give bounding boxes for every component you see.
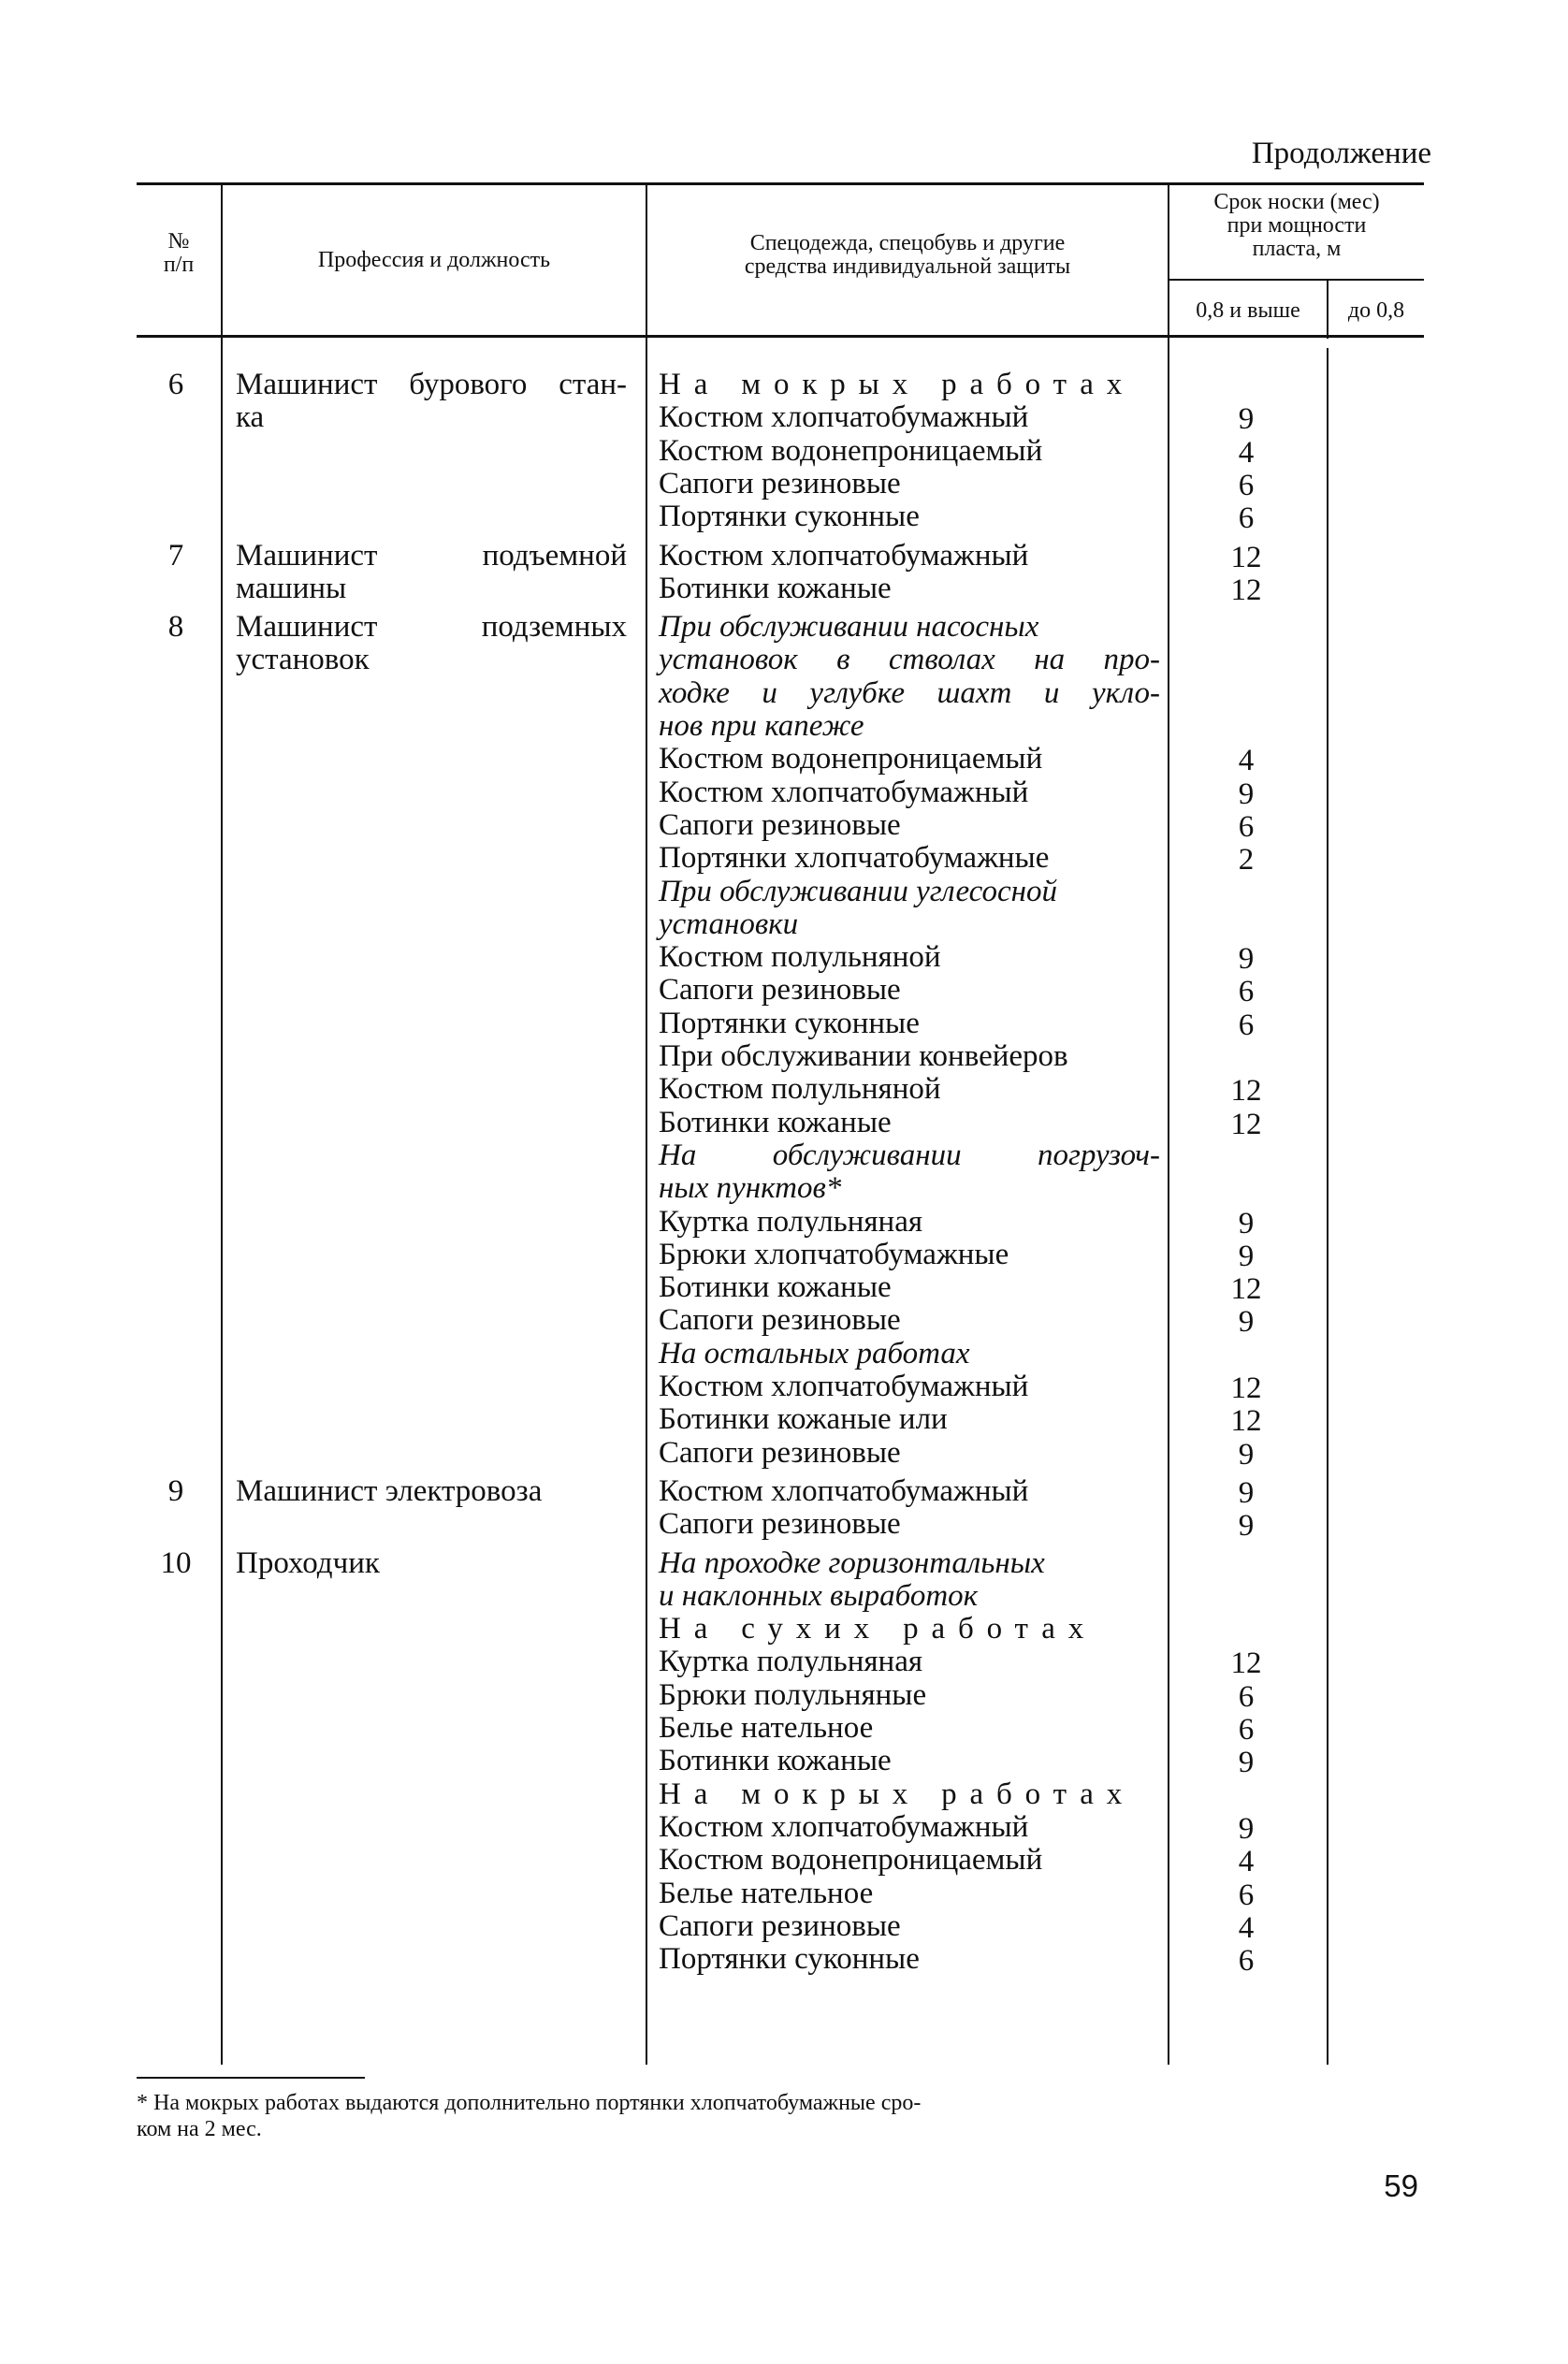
item-line: Белье нательное [659, 1711, 874, 1745]
item-line: Сапоги резиновые [659, 1507, 901, 1542]
header-bottom-rule [137, 335, 1424, 338]
row-number: 6 [167, 368, 184, 401]
item-line: Костюм полульняной [659, 940, 941, 975]
footnote-rule [137, 2077, 365, 2079]
header-term-high: 0,8 и выше [1196, 298, 1300, 323]
item-section-label: нов при капеже [659, 709, 864, 743]
item-section-label: На проходке горизонтальных [659, 1545, 1045, 1580]
item-line: Портянки суконные [659, 1006, 920, 1040]
profession-line: Машинист бурового стан- [236, 368, 627, 401]
item-section-label: ходке и углубке шахт и укло- [659, 675, 1160, 710]
term-value: 2 [1238, 843, 1255, 877]
item-line: Портянки суконные [659, 1942, 920, 1977]
row-number: 9 [167, 1473, 184, 1508]
term-value: 12 [1230, 573, 1262, 607]
term-value: 4 [1238, 435, 1255, 470]
item-line: Костюм водонепроницаемый [659, 433, 1043, 468]
item-line: Костюм хлопчатобумажный [659, 1809, 1029, 1844]
term-value: 9 [1238, 1475, 1255, 1510]
term-value: 6 [1238, 1944, 1255, 1979]
term-value: 12 [1230, 1371, 1262, 1405]
item-line: Белье нательное [659, 1876, 874, 1910]
term-value: 9 [1238, 1206, 1255, 1240]
term-value: 9 [1238, 1746, 1255, 1780]
term-value: 9 [1238, 1239, 1255, 1273]
item-line: Куртка полульняная [659, 1645, 923, 1679]
header-term-low: до 0,8 [1347, 298, 1405, 323]
term-value: 6 [1238, 1008, 1255, 1042]
item-line: Костюм водонепроницаемый [659, 742, 1043, 776]
item-section-label: На мокрых работах [659, 1777, 1136, 1811]
page-number: 59 [1384, 2168, 1418, 2203]
item-line: Ботинки кожаные [659, 1744, 892, 1778]
column-rule-4b [1327, 348, 1328, 2065]
header-num: № п/п [163, 229, 195, 277]
continuation-label: Продолжение [1251, 137, 1431, 170]
term-value: 6 [1238, 468, 1255, 502]
term-value: 9 [1238, 1305, 1255, 1340]
item-section-label: и наклонных выработок [659, 1578, 979, 1613]
term-value: 12 [1230, 1272, 1262, 1307]
item-line: Ботинки кожаные [659, 1270, 892, 1305]
item-line: Сапоги резиновые [659, 466, 901, 500]
item-section-label: установки [659, 906, 799, 941]
term-value: 12 [1230, 1404, 1262, 1439]
term-value: 4 [1238, 744, 1255, 778]
item-section-label: При обслуживании углесосной [659, 874, 1058, 908]
item-line: Брюки полульняные [659, 1677, 927, 1712]
footnote: * На мокрых работах выдаются дополнительно портянки хлопчатобумажные сро- ком на 2 мес. [137, 2091, 922, 2141]
item-line: Костюм хлопчатобумажный [659, 1473, 1029, 1508]
term-subheader-rule [1168, 279, 1424, 281]
header-term: Срок носки (мес) при мощности пласта, м [1213, 190, 1380, 261]
item-section-label: На обслуживании погрузоч- [659, 1138, 1160, 1172]
term-value: 9 [1238, 402, 1255, 437]
item-line: Куртка полульняная [659, 1204, 923, 1239]
item-line: Сапоги резиновые [659, 973, 901, 1008]
profession-line: Машинист подъемной [236, 538, 627, 573]
term-value: 12 [1230, 1107, 1262, 1141]
header-items: Спецодежда, спецобувь и другие средства индивидуальной защиты [744, 231, 1071, 279]
term-value: 12 [1230, 1074, 1262, 1109]
item-section-label: При обслуживании конвейеров [659, 1039, 1068, 1073]
item-line: Сапоги резиновые [659, 1908, 901, 1943]
profession-line: Машинист подземных [236, 610, 627, 645]
row-number: 10 [160, 1545, 192, 1580]
profession-line: Машинист электровоза [236, 1473, 543, 1508]
item-section-label: На остальных работах [659, 1336, 970, 1371]
term-value: 9 [1238, 1509, 1255, 1544]
table-top-rule [137, 182, 1424, 185]
profession-line: Проходчик [236, 1545, 380, 1580]
item-line: Костюм хлопчатобумажный [659, 400, 1029, 435]
item-line: Сапоги резиновые [659, 1303, 901, 1338]
term-value: 4 [1238, 1845, 1255, 1879]
item-section-label: На мокрых работах [659, 368, 1136, 401]
profession-line: ка [236, 400, 265, 435]
profession-line: установок [236, 643, 370, 677]
term-value: 9 [1238, 942, 1255, 977]
term-value: 9 [1238, 1437, 1255, 1472]
item-line: Ботинки кожаные или [659, 1402, 948, 1437]
term-value: 9 [1238, 776, 1255, 811]
row-number: 7 [167, 538, 184, 573]
term-value: 6 [1238, 975, 1255, 1009]
item-line: Костюм водонепроницаемый [659, 1843, 1043, 1878]
item-line: Костюм хлопчатобумажный [659, 1370, 1029, 1403]
term-value: 12 [1230, 1646, 1262, 1681]
term-value: 6 [1238, 809, 1255, 844]
term-value: 9 [1238, 1811, 1255, 1846]
item-section-label: На сухих работах [659, 1612, 1097, 1646]
term-value: 12 [1230, 540, 1262, 574]
column-rule-3 [1168, 182, 1169, 2065]
item-line: Ботинки кожаные [659, 571, 892, 605]
row-number: 8 [167, 610, 184, 645]
item-line: Сапоги резиновые [659, 807, 901, 842]
item-section-label: При обслуживании насосных [659, 610, 1039, 645]
profession-line: машины [236, 571, 347, 605]
item-line: Костюм полульняной [659, 1072, 941, 1107]
item-line: Брюки хлопчатобумажные [659, 1237, 1009, 1271]
item-line: Ботинки кожаные [659, 1105, 892, 1139]
column-rule-2 [646, 182, 647, 2065]
term-value: 6 [1238, 501, 1255, 536]
item-line: Костюм хлопчатобумажный [659, 775, 1029, 809]
item-line: Сапоги резиновые [659, 1435, 901, 1470]
term-value: 4 [1238, 1910, 1255, 1945]
header-profession: Профессия и должность [317, 248, 551, 272]
item-line: Портянки хлопчатобумажные [659, 841, 1050, 876]
term-value: 6 [1238, 1679, 1255, 1714]
item-section-label: установок в стволах на про- [659, 643, 1160, 677]
item-line: Костюм хлопчатобумажный [659, 538, 1029, 573]
item-section-label: ных пунктов* [659, 1171, 842, 1206]
column-rule-1 [221, 182, 223, 2065]
item-line: Портянки суконные [659, 500, 920, 534]
term-value: 6 [1238, 1878, 1255, 1912]
term-value: 6 [1238, 1713, 1255, 1747]
